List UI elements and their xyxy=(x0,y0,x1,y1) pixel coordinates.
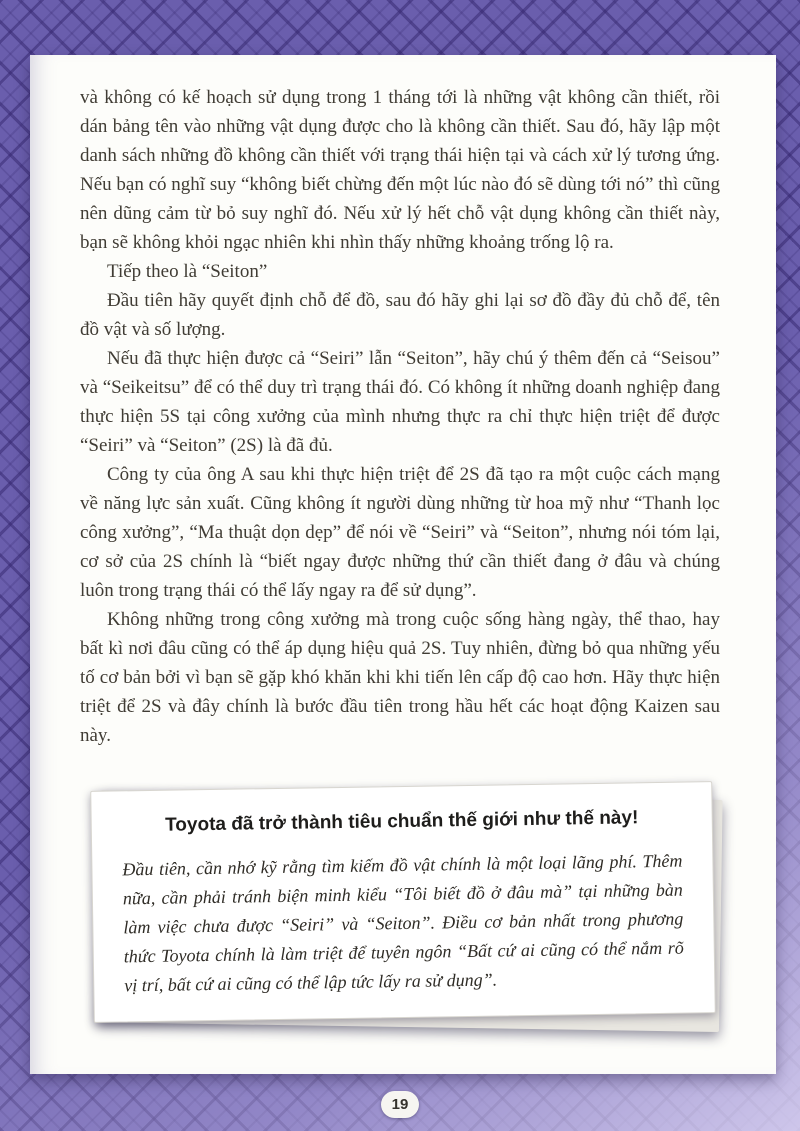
page-number-badge xyxy=(381,1091,419,1118)
callout-box xyxy=(92,786,714,1018)
page-body-text xyxy=(80,83,720,750)
paragraph-2: Tiếp theo là “Seiton” xyxy=(107,261,268,282)
book-page xyxy=(30,55,776,1074)
callout-body: Đầu tiên, cần nhớ kỹ rằng tìm kiếm đồ vật chính là một loại lãng phí. Thêm nữa, cần phải tránh biện minh kiểu “Tôi biết đồ ở đâu mà” tại những bàn làm việc chưa được “Seiri” và “Seiton”. Điều cơ bản nhất trong phương thức Toyota chính là làm triệt để tuyên ngôn “Bất cứ ai cũng có thể nắm rõ vị trí, bất cứ ai cũng có thể lập tức lấy ra sử dụng”. xyxy=(122,850,684,996)
callout-title: Toyota đã trở thành tiêu chuẩn thế giới như thế này! xyxy=(164,807,639,836)
paragraph-3: Đầu tiên hãy quyết định chỗ để đồ, sau đó hãy ghi lại sơ đồ đầy đủ chỗ để, tên đồ vật và số lượng. xyxy=(80,290,720,340)
paragraph-4: Nếu đã thực hiện được cả “Seiri” lẫn “Seiton”, hãy chú ý thêm đến cả “Seisou” và “Seikeitsu” để có thể duy trì trạng thái đó. Có không ít những doanh nghiệp đang thực hiện 5S tại công xưởng của mình nhưng thực ra chỉ thực hiện triệt để được “Seiri” và “Seiton” (2S) là đã đủ. xyxy=(80,348,720,456)
page-number: 19 xyxy=(391,1096,409,1113)
paragraph-6: Không những trong công xưởng mà trong cuộc sống hàng ngày, thể thao, hay bất kì nơi đâu cũng có thể áp dụng hiệu quả 2S. Tuy nhiên, đừng bỏ qua những yếu tố cơ bản bởi vì bạn sẽ gặp khó khăn khi khi tiến lên cấp độ cao hơn. Hãy thực hiện triệt để 2S và đây chính là bước đầu tiên trong hầu hết các hoạt động Kaizen sau này. xyxy=(80,609,720,746)
paragraph-5: Công ty của ông A sau khi thực hiện triệt để 2S đã tạo ra một cuộc cách mạng về năng lực sản xuất. Cũng không ít người dùng những từ hoa mỹ như “Thanh lọc công xưởng”, “Ma thuật dọn dẹp” để nói về “Seiri” và “Seiton”, nhưng nói tóm lại, cơ sở của 2S chính là “biết ngay được những thứ cần thiết đang ở đâu và chúng luôn trong trạng thái có thể lấy ngay ra để sử dụng”. xyxy=(80,464,720,601)
paragraph-1: và không có kế hoạch sử dụng trong 1 tháng tới là những vật không cần thiết, rồi dán bảng tên vào những vật dụng được cho là không cần thiết. Sau đó, hãy lập một danh sách những đồ không cần thiết với trạng thái hiện tại và cách xử lý tương ứng. Nếu bạn có nghĩ suy “không biết chừng đến một lúc nào đó sẽ dùng tới nó” thì cũng nên dũng cảm từ bỏ suy nghĩ đó. Nếu xử lý hết chỗ vật dụng không cần thiết này, bạn sẽ không khỏi ngạc nhiên khi nhìn thấy những khoảng trống lộ ra. xyxy=(80,87,720,253)
callout-front-sheet xyxy=(90,781,716,1023)
